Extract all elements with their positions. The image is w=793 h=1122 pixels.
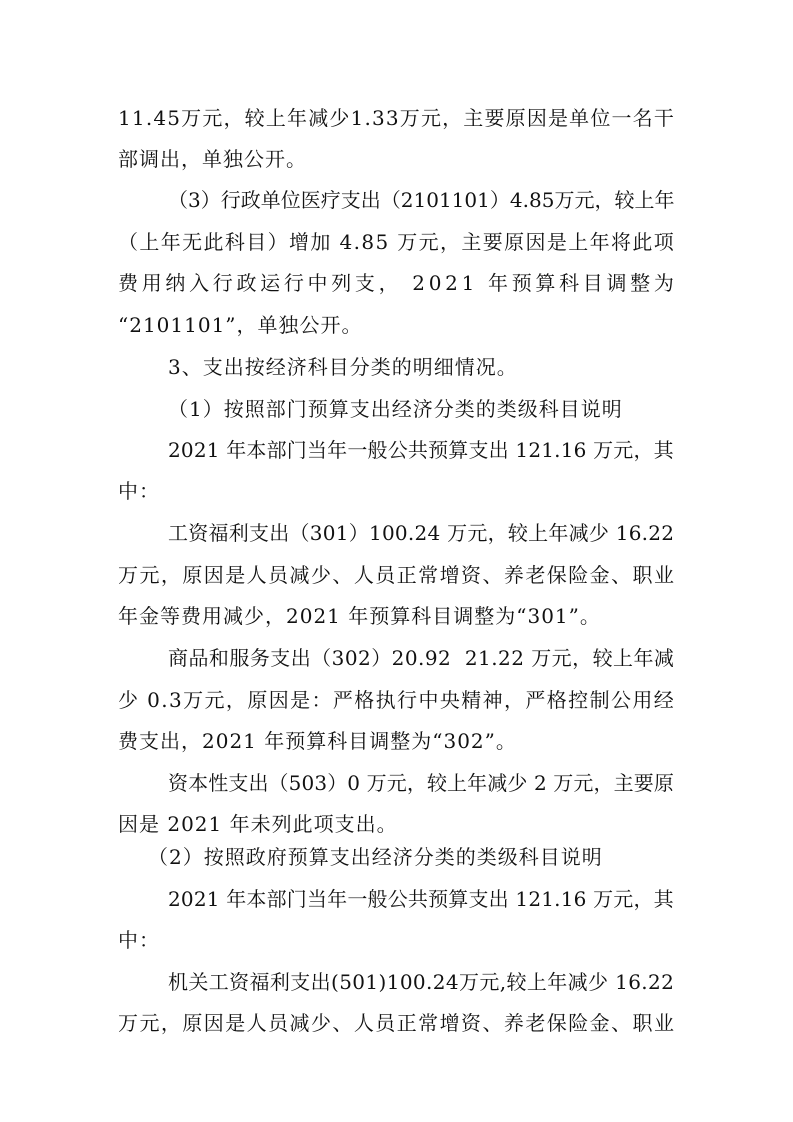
paragraph-line: 商 品 和 服 务 支 出 （ 3 0 2 ） 2 0 . 9 2 2 1 . 2 2 万 元 ， 较 上 年 减 [168, 646, 674, 670]
paragraph-line: 费支出，2021 年预算科目调整为“302”。 [118, 729, 517, 753]
paragraph-line: 中： [118, 928, 160, 952]
paragraph-line: 年金等费用减少，2021 年预算科目调整为“301”。 [118, 604, 601, 628]
paragraph-line: “2101101”，单独公开。 [118, 313, 363, 337]
paragraph-line: 工 资 福 利 支 出 （ 3 0 1 ） 1 0 0 . 2 4 万 元 ， 较 上 年 减 少 1 6 . 2 2 [168, 521, 674, 545]
paragraph-line: （ 上 年 无 此 科 目 ） 增 加 4 . 8 5 万 元 ， 主 要 原 因 是 上 年 将 此 项 [118, 230, 674, 254]
paragraph-line: 2 0 2 1 年 本 部 门 当 年 一 般 公 共 预 算 支 出 1 2 1 . 1 6 万 元 ， 其 [168, 438, 674, 462]
paragraph-line: 费 用 纳 入 行 政 运 行 中 列 支 ， 2 0 2 1 年 预 算 科 目 调 整 为 [118, 271, 674, 295]
paragraph-line: 部调出，单独公开。 [118, 147, 307, 171]
paragraph-line: 中： [118, 479, 160, 503]
paragraph-line: 2 0 2 1 年 本 部 门 当 年 一 般 公 共 预 算 支 出 1 2 1 . 1 6 万 元 ， 其 [168, 887, 674, 911]
paragraph-line: 万 元 ， 原 因 是 人 员 减 少 、 人 员 正 常 增 资 、 养 老 保 险 金 、 职 业 [118, 563, 674, 587]
paragraph-line: 机 关 工 资 福 利 支 出 ( 5 0 1 ) 1 0 0 . 2 4 万 元 , 较 上 年 减 少 1 6 . 2 2 [168, 970, 674, 994]
paragraph-line: 万 元 ， 原 因 是 人 员 减 少 、 人 员 正 常 增 资 、 养 老 保 险 金 、 职 业 [118, 1011, 674, 1035]
subsection-heading: （2）按照政府预算支出经济分类的类级科目说明 [148, 845, 603, 869]
paragraph-line: 因是 2021 年未列此项支出。 [118, 812, 398, 836]
subsection-heading: （1）按照部门预算支出经济分类的类级科目说明 [168, 397, 623, 421]
paragraph-line: 少 0 . 3 万 元 ， 原 因 是 ： 严 格 执 行 中 央 精 神 ， 严 格 控 制 公 用 经 [118, 688, 674, 712]
paragraph-line: 1 1 . 4 5 万 元 ， 较 上 年 减 少 1 . 3 3 万 元 ， 主 要 原 因 是 单 位 一 名 干 [118, 106, 674, 130]
paragraph-line: （ 3 ） 行 政 单 位 医 疗 支 出 （ 2 1 0 1 1 0 1 ） 4 . 8 5 万 元 ， 较 上 年 [168, 188, 675, 212]
paragraph-line: 资 本 性 支 出 （ 5 0 3 ） 0 万 元 ， 较 上 年 减 少 2 万 元 ， 主 要 原 [168, 771, 674, 795]
section-heading: 3、支出按经济科目分类的明细情况。 [168, 355, 518, 379]
